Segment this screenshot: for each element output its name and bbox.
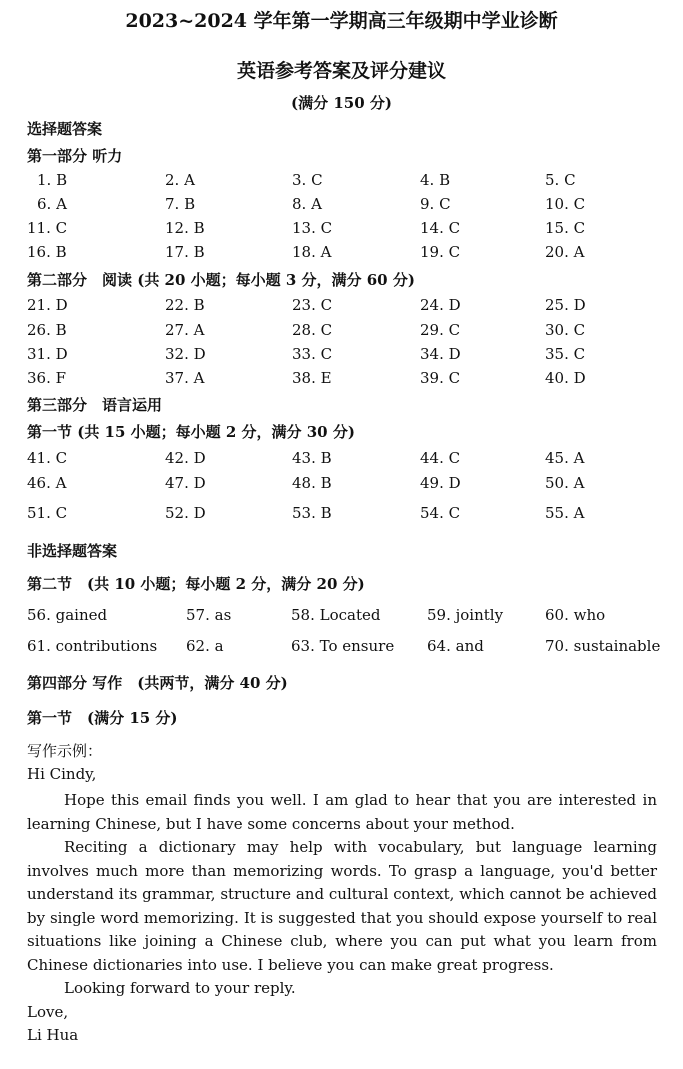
- answer-row: [0, 171, 683, 193]
- answer-cell: 34. D: [420, 345, 461, 363]
- answer-cell: 51. C: [27, 504, 68, 522]
- answer-row: [0, 504, 683, 526]
- non-mc-answers-heading: 非选择题答案: [27, 542, 118, 560]
- answer-cell: 52. D: [165, 504, 206, 522]
- answer-cell: 25. D: [545, 296, 586, 314]
- answer-cell: 47. D: [165, 474, 206, 492]
- answer-row: [0, 474, 683, 496]
- answer-cell: 44. C: [420, 449, 461, 467]
- answer-cell: 17. B: [165, 243, 205, 261]
- answer-cell: 53. B: [292, 504, 332, 522]
- answer-cell: 45. A: [545, 449, 585, 467]
- part4-section1-heading: 第一节 (满分 15 分): [27, 709, 178, 727]
- answer-cell: 15. C: [545, 219, 586, 237]
- document-title: 2023~2024 学年第一学期高三年级期中学业诊断: [125, 10, 558, 32]
- answer-cell: 19. C: [420, 243, 461, 261]
- answer-cell: 54. C: [420, 504, 461, 522]
- answer-cell: 22. B: [165, 296, 205, 314]
- answer-cell: 62. a: [186, 637, 224, 655]
- answer-row: [0, 321, 683, 343]
- letter-greeting: Hi Cindy,: [27, 765, 97, 783]
- answer-row: [0, 369, 683, 391]
- mc-answers-heading: 选择题答案: [27, 120, 103, 138]
- part3-heading: 第三部分 语言运用: [27, 396, 163, 414]
- answer-cell: 58. Located: [291, 606, 381, 624]
- document-subtitle: 英语参考答案及评分建议: [236, 60, 446, 82]
- answer-cell: 46. A: [27, 474, 67, 492]
- answer-cell: 39. C: [420, 369, 461, 387]
- answer-cell: 23. C: [292, 296, 333, 314]
- answer-row: [0, 345, 683, 367]
- answer-cell: 55. A: [545, 504, 585, 522]
- answer-cell: 63. To ensure: [291, 637, 395, 655]
- answer-row: [0, 219, 683, 241]
- answer-row: [0, 296, 683, 318]
- answer-cell: 20. A: [545, 243, 585, 261]
- answer-cell: 2. A: [165, 171, 195, 189]
- answer-cell: 56. gained: [27, 606, 108, 624]
- answer-cell: 64. and: [427, 637, 484, 655]
- answer-cell: 28. C: [292, 321, 333, 339]
- answer-cell: 42. D: [165, 449, 206, 467]
- answer-cell: 35. C: [545, 345, 586, 363]
- part1-heading: 第一部分 听力: [27, 147, 123, 165]
- answer-cell: 27. A: [165, 321, 205, 339]
- answer-cell: 10. C: [545, 195, 586, 213]
- answer-cell: 14. C: [420, 219, 461, 237]
- answer-cell: 24. D: [420, 296, 461, 314]
- answer-cell: 70. sustainable: [545, 637, 661, 655]
- answer-cell: 8. A: [292, 195, 322, 213]
- answer-cell: 21. D: [27, 296, 68, 314]
- answer-cell: 6. A: [37, 195, 67, 213]
- answer-row: [0, 449, 683, 471]
- answer-cell: 48. B: [292, 474, 332, 492]
- answer-cell: 32. D: [165, 345, 206, 363]
- answer-cell: 40. D: [545, 369, 586, 387]
- writing-sample-body: [27, 789, 657, 1048]
- answer-cell: 37. A: [165, 369, 205, 387]
- answer-cell: 31. D: [27, 345, 68, 363]
- answer-cell: 26. B: [27, 321, 67, 339]
- answer-cell: 29. C: [420, 321, 461, 339]
- letter-signature: Li Hua: [27, 1026, 79, 1044]
- answer-cell: 3. C: [292, 171, 323, 189]
- answer-cell: 11. C: [27, 219, 68, 237]
- answer-row: [0, 606, 683, 628]
- answer-cell: 9. C: [420, 195, 451, 213]
- answer-cell: 41. C: [27, 449, 68, 467]
- part3-section1-heading: 第一节 (共 15 小题；每小题 2 分，满分 30 分): [27, 423, 355, 441]
- letter-paragraph: Reciting a dictionary may help with vocabulary, but language learning involves much more than memorizing words. To grasp a language, you'd better understand its grammar, structure and cultural context, which cannot be achieved by single word memorizing. It is suggested that you should expose yourself to real situations like joining a Chinese club, where you can put what you learn from Chinese dictionaries into use. I believe you can make great progress.: [27, 838, 657, 974]
- part4-heading: 第四部分 写作 (共两节，满分 40 分): [27, 674, 288, 692]
- answer-cell: 38. E: [292, 369, 332, 387]
- letter-paragraph: Looking forward to your reply.: [64, 979, 296, 997]
- answer-cell: 36. F: [27, 369, 67, 387]
- answer-cell: 57. as: [186, 606, 232, 624]
- answer-cell: 12. B: [165, 219, 205, 237]
- part2-heading: 第二部分 阅读 (共 20 小题；每小题 3 分，满分 60 分): [27, 271, 415, 289]
- answer-cell: 43. B: [292, 449, 332, 467]
- answer-cell: 13. C: [292, 219, 333, 237]
- answer-cell: 30. C: [545, 321, 586, 339]
- answer-cell: 16. B: [27, 243, 67, 261]
- answer-cell: 5. C: [545, 171, 576, 189]
- answer-cell: 1. B: [37, 171, 68, 189]
- answer-cell: 49. D: [420, 474, 461, 492]
- answer-cell: 33. C: [292, 345, 333, 363]
- answer-cell: 60. who: [545, 606, 606, 624]
- letter-closing: Love,: [27, 1002, 69, 1021]
- answer-cell: 4. B: [420, 171, 451, 189]
- answer-row: [0, 195, 683, 217]
- answer-cell: 59. jointly: [427, 606, 504, 624]
- writing-sample-label: 写作示例：: [27, 742, 103, 760]
- answer-cell: 50. A: [545, 474, 585, 492]
- answer-row: [0, 243, 683, 265]
- answer-row: [0, 637, 683, 659]
- answer-cell: 61. contributions: [27, 637, 158, 655]
- answer-cell: 18. A: [292, 243, 332, 261]
- letter-paragraph: Hope this email finds you well. I am glad to hear that you are interested in learning Chinese, but I have some concerns about your method.: [27, 791, 657, 833]
- section2-heading: 第二节 (共 10 小题；每小题 2 分，满分 20 分): [27, 575, 365, 593]
- answer-cell: 7. B: [165, 195, 196, 213]
- total-score: (满分 150 分): [291, 94, 392, 112]
